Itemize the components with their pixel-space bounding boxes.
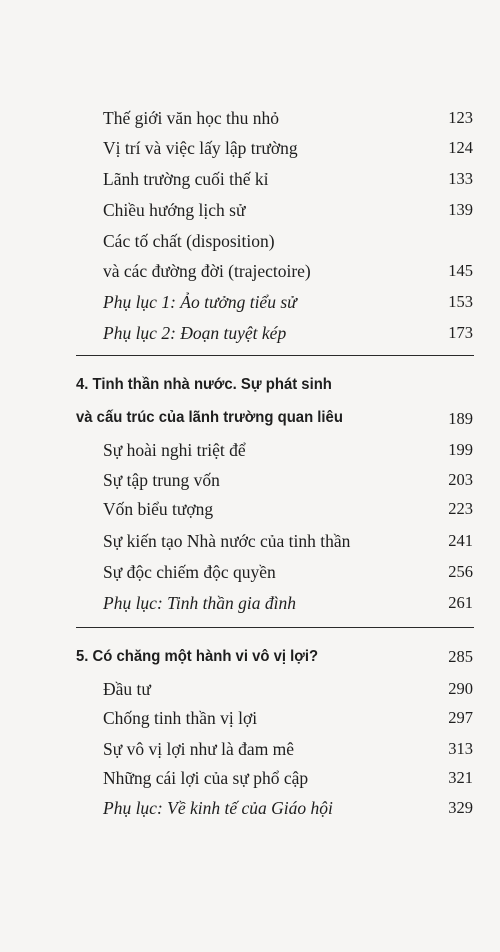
toc-entry-title: Sự độc chiếm độc quyền: [103, 562, 276, 582]
toc-entry-page: 133: [448, 169, 473, 188]
toc-entry-title: Phụ lục: Về kinh tế của Giáo hội: [103, 798, 333, 818]
toc-entry-page: 313: [448, 739, 473, 758]
chapter-5-heading: [76, 640, 445, 673]
toc-entry-appendix: [103, 588, 473, 618]
toc-entry: [103, 494, 473, 524]
toc-entry-appendix: [103, 287, 473, 317]
toc-entry-page: 223: [448, 499, 473, 518]
toc-entry-page: 145: [448, 261, 473, 280]
toc-entry-page: 290: [448, 679, 473, 698]
toc-entry-title: và các đường đời (trajectoire): [103, 261, 311, 281]
toc-entry-page: 203: [448, 470, 473, 489]
chapter-4-page: 189: [448, 409, 473, 428]
toc-entry-page: 199: [448, 440, 473, 459]
toc-entry-title: Vị trí và việc lấy lập trường: [103, 138, 298, 158]
toc-entry-page: 123: [448, 108, 473, 127]
toc-entry-page: 256: [448, 562, 473, 581]
toc-entry-title: Những cái lợi của sự phổ cập: [103, 768, 309, 788]
toc-entry-title: Sự kiến tạo Nhà nước của tinh thần: [103, 531, 351, 551]
toc-entry-appendix: [103, 793, 473, 823]
toc-entry-title: Phụ lục 1: Ảo tưởng tiểu sử: [103, 292, 297, 312]
toc-entry: [103, 557, 473, 587]
toc-entry-title: Vốn biểu tượng: [103, 499, 214, 519]
toc-entry-page: 173: [448, 323, 473, 342]
toc-entry-title: Phụ lục: Tinh thần gia đình: [103, 593, 296, 613]
toc-entry-page: 153: [448, 292, 473, 311]
toc-entry-page: 261: [448, 593, 473, 612]
chapter-4-title-line-1: 4. Tinh thần nhà nước. Sự phát sinh: [76, 376, 332, 393]
toc-entry: [103, 703, 473, 733]
toc-entry: [103, 435, 473, 465]
toc-entry-title: Thế giới văn học thu nhỏ: [103, 108, 279, 128]
toc-entry-title: Các tố chất (disposition): [103, 231, 275, 251]
toc-entry: [103, 195, 473, 225]
toc-entry-title: Chống tinh thần vị lợi: [103, 708, 258, 728]
toc-entry-page: 297: [448, 708, 473, 727]
toc-entry: [103, 164, 473, 194]
toc-entry-title: Chiều hướng lịch sử: [103, 200, 246, 220]
divider: [76, 355, 474, 356]
toc-entry-page: 241: [448, 531, 473, 550]
toc-entry: [103, 103, 473, 133]
toc-entry-page: 329: [448, 798, 473, 817]
toc-entry-title: Lãnh trường cuối thế kỉ: [103, 169, 269, 189]
toc-entry-appendix: [103, 318, 473, 348]
toc-entry-title: Sự vô vị lợi như là đam mê: [103, 739, 295, 759]
chapter-4-title-line-2: và cấu trúc của lãnh trường quan liêu: [76, 409, 343, 426]
chapter-4-heading: [76, 368, 445, 434]
toc-entry: [103, 674, 473, 704]
toc-entry: [103, 526, 473, 556]
toc-entry-title: Phụ lục 2: Đoạn tuyệt kép: [103, 323, 287, 343]
toc-entry: [103, 734, 473, 764]
toc-entry: [103, 763, 473, 793]
toc-entry: [103, 133, 473, 163]
divider: [76, 627, 474, 628]
chapter-5-title-line-1: 5. Có chăng một hành vi vô vị lợi?: [76, 648, 319, 665]
toc-entry-title: Sự tập trung vốn: [103, 470, 220, 490]
toc-entry-title: Sự hoài nghi triệt để: [103, 440, 246, 460]
toc-entry: [103, 256, 473, 286]
toc-entry-title: Đầu tư: [103, 679, 151, 699]
chapter-5-page: 285: [448, 647, 473, 666]
toc-entry: [103, 226, 473, 256]
toc-entry-page: 124: [448, 138, 473, 157]
toc-entry: [103, 465, 473, 495]
toc-entry-page: 139: [448, 200, 473, 219]
toc-entry-page: 321: [448, 768, 473, 787]
